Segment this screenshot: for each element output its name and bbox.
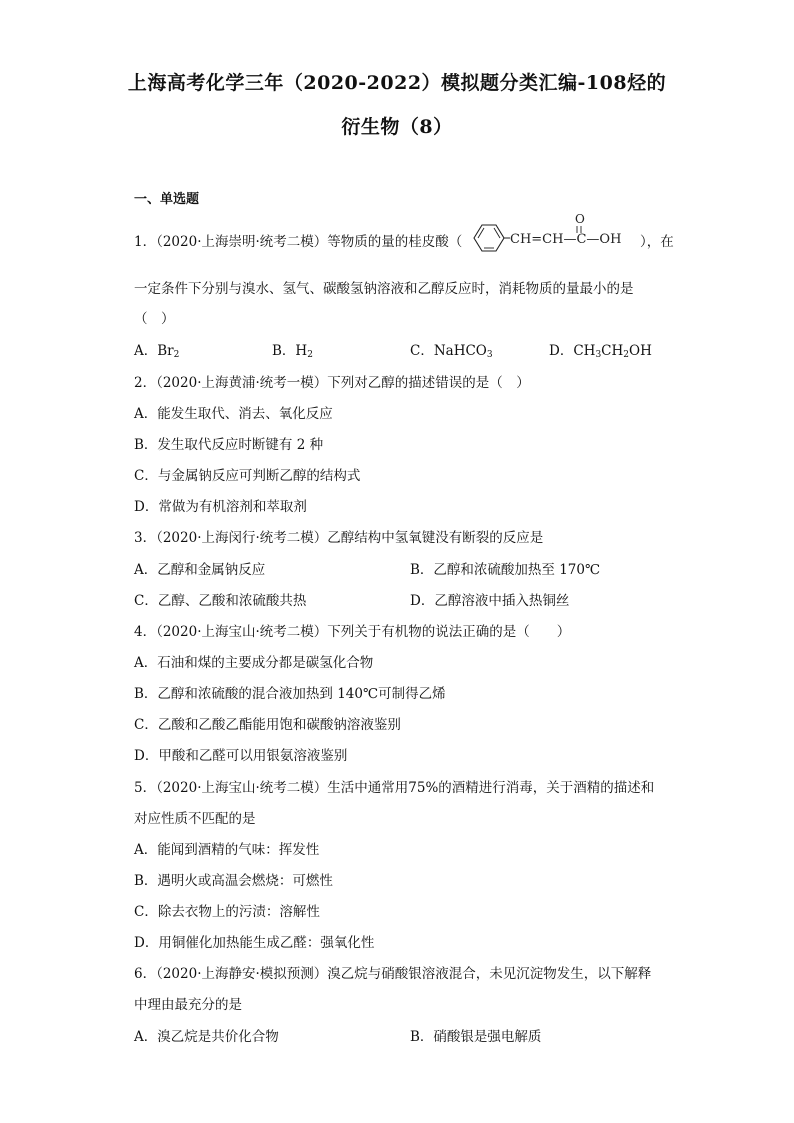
q3-option-d: D．乙醇溶液中插入热铜丝 bbox=[410, 593, 570, 609]
q1-option-d-text2: CH bbox=[601, 343, 624, 359]
q2-option-c: C．与金属钠反应可判断乙醇的结构式 bbox=[134, 468, 361, 484]
q1-option-a-text: A．Br bbox=[134, 343, 174, 359]
q5-stem-line1: 5．（2020·上海宝山·统考二模）生活中通常用75%的酒精进行消毒，关于酒精的描述和 bbox=[134, 780, 655, 796]
q1-option-c-text: C．NaHCO bbox=[410, 343, 487, 359]
q6-option-b: B．硝酸银是强电解质 bbox=[410, 1029, 542, 1045]
q2-option-d: D．常做为有机溶剂和萃取剂 bbox=[134, 499, 307, 515]
q1-option-d bbox=[549, 339, 652, 360]
q1-option-b-sub: 2 bbox=[307, 350, 313, 360]
formula-chain: CH=CH—C—OH bbox=[510, 232, 622, 247]
q1-option-b bbox=[272, 339, 313, 360]
q2-option-a: A．能发生取代、消去、氧化反应 bbox=[134, 406, 333, 422]
section-heading: 一、单选题 bbox=[134, 192, 200, 207]
q5-option-d: D．用铜催化加热能生成乙醛：强氧化性 bbox=[134, 935, 375, 951]
q3-option-c: C．乙醇、乙酸和浓硫酸共热 bbox=[134, 593, 307, 609]
q1-stem-a: 1．（2020·上海崇明·统考二模）等物质的量的桂皮酸（ bbox=[134, 234, 463, 250]
q4-option-c: C．乙酸和乙酸乙酯能用饱和碳酸钠溶液鉴别 bbox=[134, 717, 401, 733]
q5-option-c: C．除去衣物上的污渍：溶解性 bbox=[134, 904, 320, 920]
q1-option-c bbox=[410, 339, 493, 360]
q1-option-d-text1: D．CH bbox=[549, 343, 596, 359]
q1-option-a bbox=[134, 339, 179, 360]
q5-stem-line2: 对应性质不匹配的是 bbox=[134, 811, 256, 827]
q5-option-a: A．能闻到酒精的气味：挥发性 bbox=[134, 842, 320, 858]
q6-stem-line1: 6．（2020·上海静安·模拟预测）溴乙烷与硝酸银溶液混合，未见沉淀物发生，以下解释 bbox=[134, 966, 652, 982]
q3-option-b: B．乙醇和浓硫酸加热至 170℃ bbox=[410, 562, 601, 578]
q1-stem-part1 bbox=[134, 230, 462, 250]
q1-option-d-text3: OH bbox=[629, 343, 652, 359]
q4-stem: 4．（2020·上海宝山·统考二模）下列关于有机物的说法正确的是（ ） bbox=[134, 624, 571, 640]
q5-option-b: B．遇明火或高温会燃烧：可燃性 bbox=[134, 873, 333, 889]
formula-carbonyl-oxygen: O bbox=[575, 212, 585, 226]
q4-option-d: D．甲酸和乙醛可以用银氨溶液鉴别 bbox=[134, 748, 348, 764]
q1-option-d-sub2: 2 bbox=[623, 350, 630, 360]
q1-option-a-sub: 2 bbox=[173, 350, 180, 360]
q3-option-a: A．乙醇和金属钠反应 bbox=[134, 562, 266, 578]
q4-option-a: A．石油和煤的主要成分都是碳氢化合物 bbox=[134, 655, 374, 671]
q6-stem-line2: 中理由最充分的是 bbox=[134, 997, 242, 1013]
cinnamic-acid-structure bbox=[466, 212, 666, 256]
q1-stem-line3: （ ） bbox=[134, 311, 175, 327]
q6-option-a: A．溴乙烷是共价化合物 bbox=[134, 1029, 279, 1045]
q1-option-d-sub1: 3 bbox=[595, 350, 602, 360]
q1-stem-part2: ），在 bbox=[640, 234, 674, 250]
q1-option-b-text: B．H bbox=[272, 343, 308, 359]
document-title-line1: 上海高考化学三年（2020-2022）模拟题分类汇编-108烃的 bbox=[127, 72, 667, 94]
q1-option-c-sub: 3 bbox=[486, 350, 493, 360]
q3-stem: 3．（2020·上海闵行·统考二模）乙醇结构中氢氧键没有断裂的反应是 bbox=[134, 530, 544, 546]
q1-stem-line2: 一定条件下分别与溴水、氢气、碳酸氢钠溶液和乙醇反应时，消耗物质的量最小的是 bbox=[134, 281, 634, 297]
document-title-line2: 衍生物（8） bbox=[341, 116, 453, 138]
q2-option-b: B．发生取代反应时断键有 2 种 bbox=[134, 437, 324, 453]
q2-stem: 2．（2020·上海黄浦·统考一模）下列对乙醇的描述错误的是（ ） bbox=[134, 375, 530, 391]
q4-option-b: B．乙醇和浓硫酸的混合液加热到 140℃可制得乙烯 bbox=[134, 686, 446, 702]
